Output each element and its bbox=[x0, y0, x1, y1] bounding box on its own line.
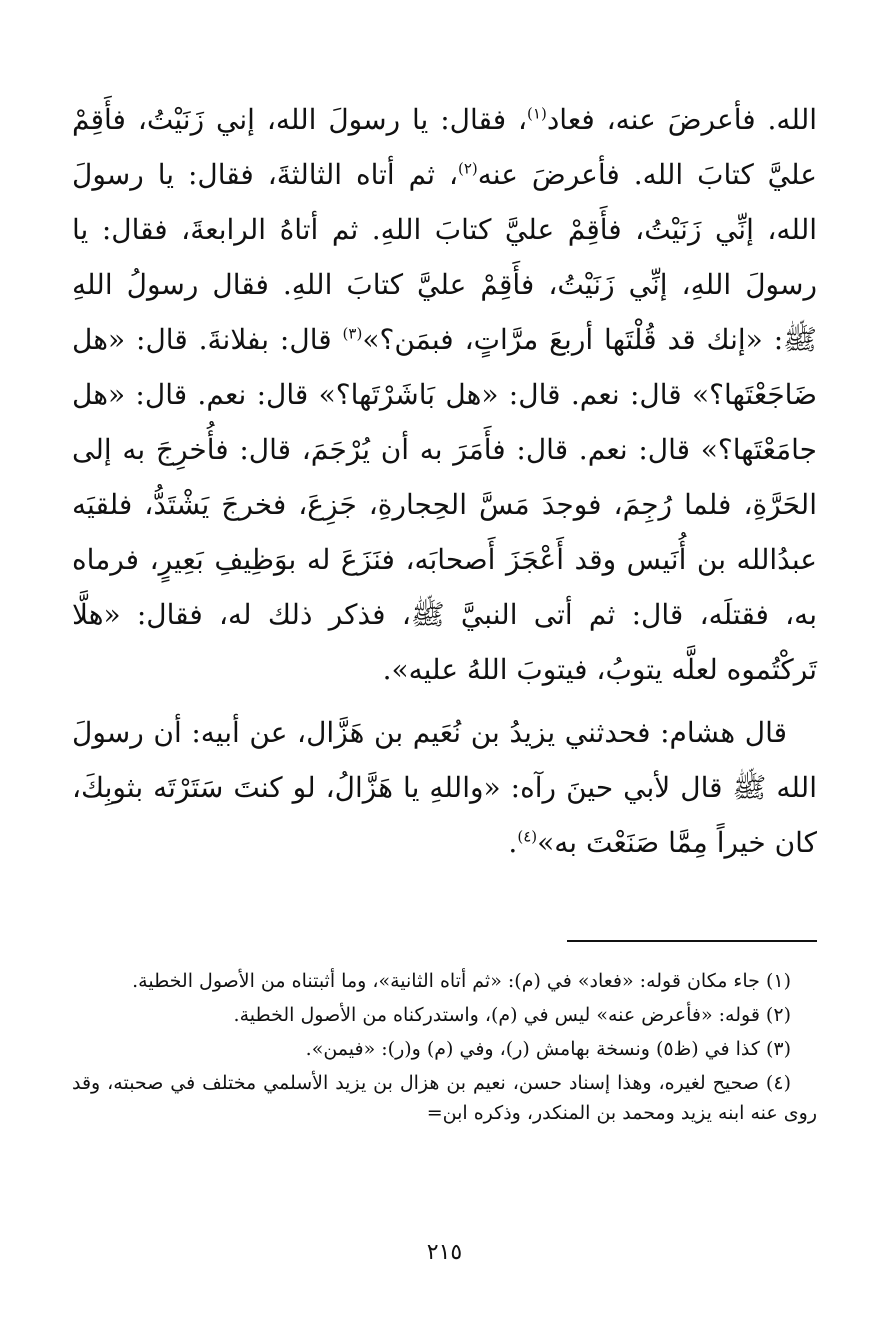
page-number: ٢١٥ bbox=[426, 1240, 463, 1265]
hadith-paragraph-1 bbox=[72, 92, 817, 697]
paragraph-2-text-part-1: قال هشام: فحدثني يزيدُ بن نُعَيم بن هَزَّال، عن أبيه: أن رسولَ الله ﷺ قال لأبي حينَ رآه: «واللهِ يا هَزَّالُ، لو كنتَ سَتَرْتَه بثوبِكَ، كان خيراً مِمَّا صَنَعْتَ به» bbox=[72, 716, 817, 859]
footnote-separator-rule bbox=[567, 940, 817, 942]
paragraph-2-text-part-2: . bbox=[508, 826, 518, 859]
hadith-paragraph-2 bbox=[72, 705, 817, 870]
paragraph-1-text-part-2: ، فقال: يا رسولَ الله، إني زَنَيْتُ، فأَقِمْ عليَّ كتابَ الله. فأعرضَ عنه bbox=[72, 103, 817, 191]
footnote-ref-3: (٣) bbox=[342, 324, 363, 343]
paragraph-1-text-part-1: الله. فأعرضَ عنه، فعاد bbox=[546, 103, 817, 136]
paragraph-1-text-part-3: ، ثم أتاه الثالثةَ، فقال: يا رسولَ الله، إنِّي زَنَيْتُ، فأَقِمْ عليَّ كتابَ اللهِ. ثم أتاهُ الرابعةَ، فقال: يا رسولَ اللهِ، إنِّي زَنَيْتُ، فأَقِمْ عليَّ كتابَ اللهِ. فقال رسولُ اللهِ ﷺ: «إنك قد قُلْتَها أربعَ مرَّاتٍ، فبمَن؟» bbox=[72, 158, 818, 356]
footnote-2: (٢) قوله: «فأعرض عنه» ليس في (م)، واستدركناه من الأصول الخطية. bbox=[233, 1004, 791, 1026]
footnote-ref-2: (٢) bbox=[458, 159, 478, 178]
footnote-ref-4: (٤) bbox=[517, 827, 538, 846]
footnote-3: (٣) كذا في (ظ٥) ونسخة بهامش (ر)، وفي (م) و(ر): «فيمن». bbox=[305, 1038, 791, 1060]
footnotes-section bbox=[72, 966, 817, 1132]
footnote-1: (١) جاء مكان قوله: «فعاد» في (م): «ثم أتاه الثانية»، وما أثبتناه من الأصول الخطية. bbox=[132, 970, 791, 992]
footnote-4: (٤) صحيح لغيره، وهذا إسناد حسن، نعيم بن هزال بن يزيد الأسلمي مختلف في صحبته، وقد روى عنه ابنه يزيد ومحمد بن المنكدر، وذكره ابن= bbox=[72, 1072, 817, 1124]
footnote-ref-1: (١) bbox=[527, 104, 547, 123]
paragraph-1-text-part-4: قال: بفلانةَ. قال: «هل ضَاجَعْتَها؟» قال: نعم. قال: «هل بَاشَرْتَها؟» قال: نعم. قال: «هل جامَعْتَها؟» قال: نعم. قال: فأَمَرَ به أن يُرْجَمَ، قال: فأُخرِجَ به إلى الحَرَّةِ، فلما رُجِمَ، فوجدَ مَسَّ الحِجارةِ، جَزِعَ، فخرجَ يَشْتَدُّ، فلقيَه عبدُالله بن أُنَيس وقد أَعْجَزَ أَصحابَه، فنَزَعَ له بوَظِيفِ بَعِيرٍ، فرماه به، فقتلَه، قال: ثم أتى النبيَّ ﷺ، فذكر ذلك له، فقال: «هلَّا تَركْتُموه لعلَّه يتوبُ، فيتوبَ اللهُ عليه». bbox=[72, 323, 817, 686]
main-text bbox=[72, 92, 817, 870]
